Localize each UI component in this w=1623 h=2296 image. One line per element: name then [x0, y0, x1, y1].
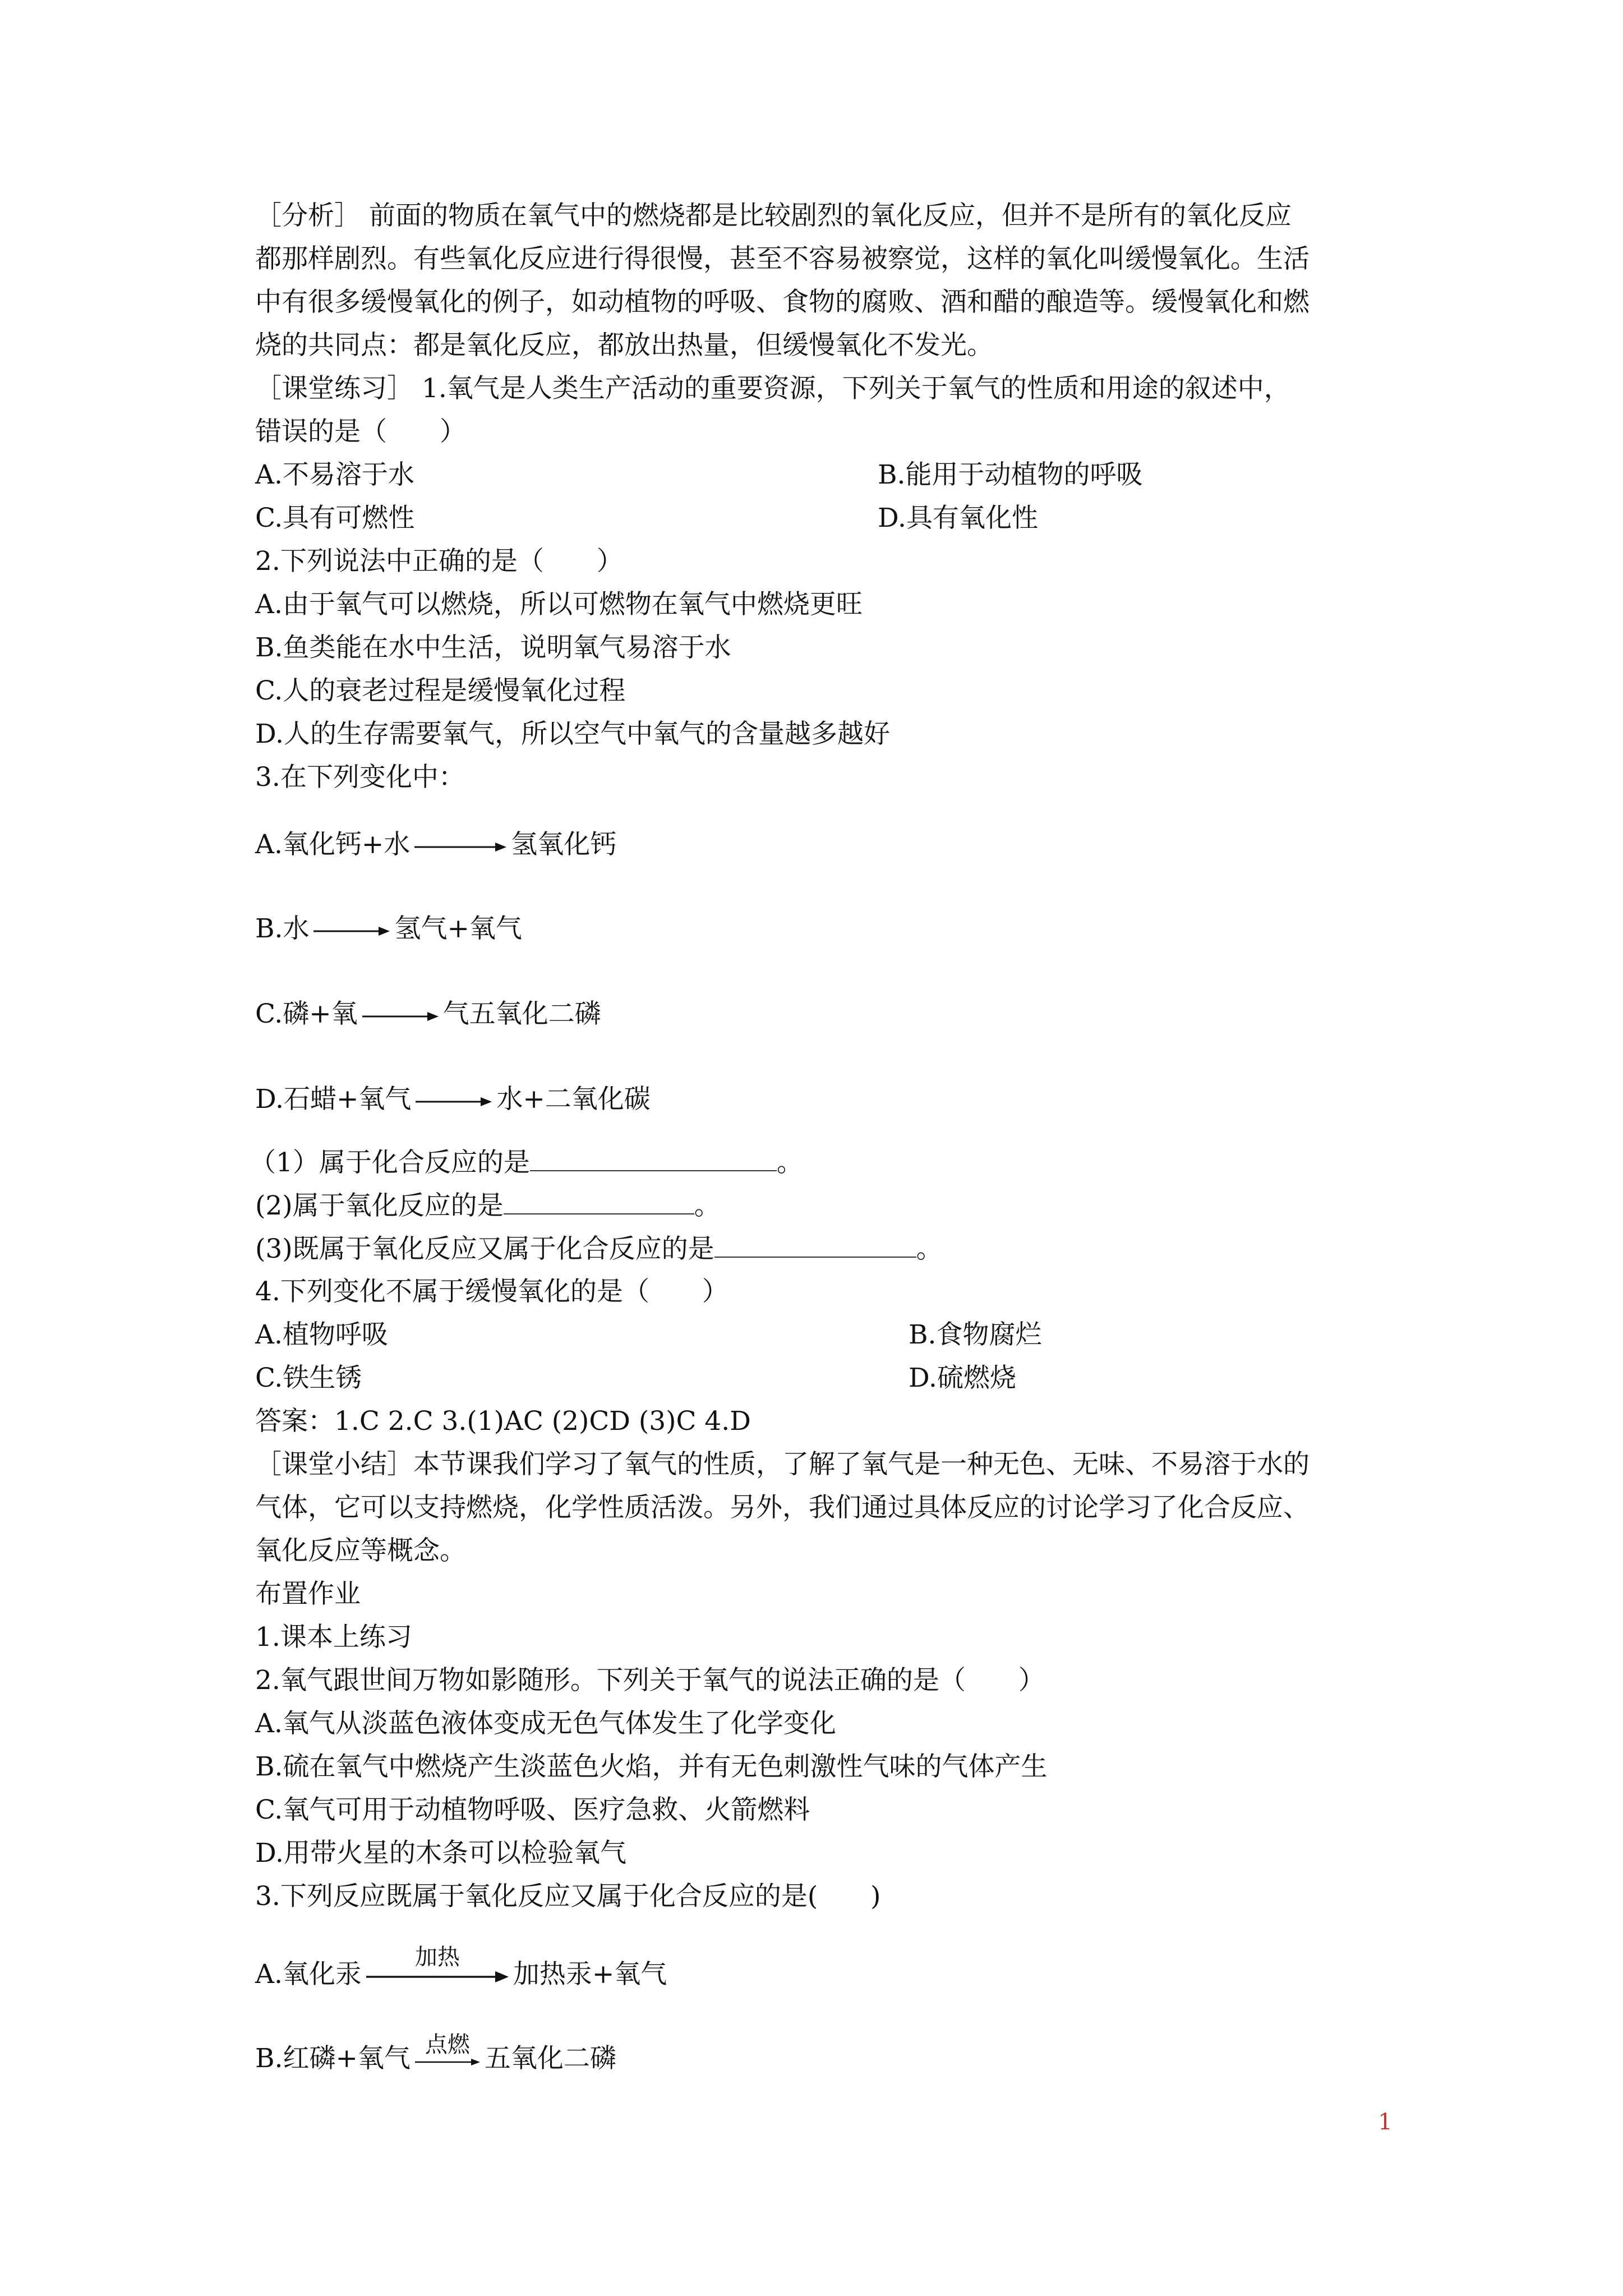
reaction-right: 气五氧化二磷	[442, 999, 601, 1029]
practice-q2-option-c: C.人的衰老过程是缓慢氧化过程	[255, 675, 626, 706]
homework-q2-option-c: C.氧气可用于动植物呼吸、医疗急救、火箭燃料	[255, 1795, 810, 1825]
practice-q2-option-b: B.鱼类能在水中生活，说明氧气易溶于水	[255, 632, 731, 663]
reaction-left: A.氧化钙+水	[255, 829, 411, 860]
analysis-line-4: 烧的共同点：都是氧化反应，都放出热量，但缓慢氧化不发光。	[255, 330, 993, 361]
reaction-left: B.水	[255, 913, 310, 944]
part-label: （1）属于化合反应的是	[250, 1147, 530, 1178]
practice-q3-reaction-a	[255, 828, 616, 862]
part-label: (2)属于氧化反应的是	[255, 1190, 504, 1221]
homework-q2-stem: 2.氧气跟世间万物如影随形。下列关于氧气的说法正确的是（ ）	[255, 1665, 1045, 1696]
part-end: 。	[694, 1190, 721, 1221]
analysis-line-2: 都那样剧烈。有些氧化反应进行得很慢，甚至不容易被察觉，这样的氧化叫缓慢氧化。生活	[255, 243, 1310, 274]
practice-q1-option-d: D.具有氧化性	[878, 503, 1038, 533]
reaction-left: B.红磷+氧气	[255, 2043, 411, 2074]
reaction-right: 加热汞+氧气	[513, 1959, 667, 1990]
practice-q3-reaction-b	[255, 912, 522, 946]
practice-q4-option-c: C.铁生锈	[255, 1363, 362, 1393]
homework-q2-option-b: B.硫在氧气中燃烧产生淡蓝色火焰，并有无色刺激性气味的气体产生	[255, 1751, 1048, 1782]
reaction-left: A.氧化汞	[255, 1959, 362, 1990]
answer-blank[interactable]	[714, 1232, 916, 1258]
reaction-right: 氢氧化钙	[511, 829, 617, 860]
practice-q3-reaction-d	[255, 1083, 651, 1116]
part-end: 。	[776, 1147, 803, 1178]
reaction-arrow-with-condition	[414, 2032, 481, 2077]
analysis-line-3: 中有很多缓慢氧化的例子，如动植物的呼吸、食物的腐败、酒和醋的酿造等。缓慢氧化和燃	[255, 287, 1310, 318]
reaction-condition: 点燃	[425, 2032, 470, 2058]
practice-q2-stem: 2.下列说法中正确的是（ ）	[255, 546, 623, 577]
answer-blank[interactable]	[530, 1145, 777, 1171]
part-label: (3)既属于氧化反应又属于化合反应的是	[255, 1234, 714, 1264]
reaction-right: 水+二氧化碳	[496, 1084, 651, 1115]
practice-q4-option-a: A.植物呼吸	[255, 1319, 388, 1350]
practice-q1-option-b: B.能用于动植物的呼吸	[878, 459, 1143, 490]
summary-line-2: 气体，它可以支持燃烧，化学性质活泼。另外，我们通过具体反应的讨论学习了化合反应、	[255, 1492, 1310, 1523]
summary-line-1: ［课堂小结］本节课我们学习了氧气的性质，了解了氧气是一种无色、无味、不易溶于水的	[255, 1449, 1310, 1480]
reaction-right: 氢气+氧气	[394, 913, 522, 944]
reaction-arrow	[312, 914, 391, 947]
answer-blank[interactable]	[504, 1189, 694, 1214]
practice-q2-option-a: A.由于氧气可以燃烧，所以可燃物在氧气中燃烧更旺	[255, 589, 863, 620]
reaction-condition: 加热	[414, 1944, 460, 1970]
practice-q2-option-d: D.人的生存需要氧气，所以空气中氧气的含量越多越好	[255, 719, 890, 749]
practice-q3-part-3	[255, 1232, 943, 1266]
reaction-left: D.石蜡+氧气	[255, 1084, 412, 1115]
practice-q3-part-2	[255, 1189, 721, 1222]
practice-q3-part-1	[250, 1145, 803, 1179]
reaction-left: C.磷+氧	[255, 999, 358, 1029]
homework-q2-option-a: A.氧气从淡蓝色液体变成无色气体发生了化学变化	[255, 1708, 836, 1739]
homework-q2-option-d: D.用带火星的木条可以检验氧气	[255, 1838, 626, 1869]
analysis-line-1: ［分析］ 前面的物质在氧气中的燃烧都是比较剧烈的氧化反应，但并不是所有的氧化反应	[255, 200, 1292, 231]
reaction-arrow	[414, 1084, 493, 1118]
practice-answer: 答案：1.C 2.C 3.(1)AC (2)CD (3)C 4.D	[255, 1406, 751, 1437]
practice-q1-option-a: A.不易溶于水	[255, 459, 414, 490]
part-end: 。	[916, 1234, 943, 1264]
practice-q4-option-d: D.硫燃烧	[909, 1363, 1016, 1393]
practice-q4-option-b: B.食物腐烂	[909, 1319, 1042, 1350]
practice-q3-reaction-c	[255, 997, 601, 1031]
homework-q3-reaction-b	[255, 2032, 616, 2076]
summary-line-3: 氧化反应等概念。	[255, 1535, 466, 1566]
reaction-arrow	[361, 999, 440, 1033]
page-number: 1	[1378, 2109, 1393, 2135]
practice-heading: ［课堂练习］ 1.氧气是人类生产活动的重要资源，下列关于氧气的性质和用途的叙述中，	[255, 373, 1290, 404]
practice-q4-stem: 4.下列变化不属于缓慢氧化的是（ ）	[255, 1276, 728, 1307]
reaction-arrow	[413, 830, 508, 863]
reaction-right: 五氧化二磷	[484, 2043, 616, 2074]
practice-q1-line2: 错误的是（ ）	[255, 416, 466, 447]
homework-q3-reaction-a	[255, 1944, 667, 1991]
practice-q3-stem: 3.在下列变化中：	[255, 762, 465, 793]
reaction-arrow-with-condition	[365, 1944, 510, 1993]
practice-q1-option-c: C.具有可燃性	[255, 503, 415, 533]
homework-q3-stem: 3.下列反应既属于氧化反应又属于化合反应的是( )	[255, 1881, 881, 1912]
homework-item-1: 1.课本上练习	[255, 1622, 412, 1653]
homework-title: 布置作业	[255, 1579, 361, 1609]
